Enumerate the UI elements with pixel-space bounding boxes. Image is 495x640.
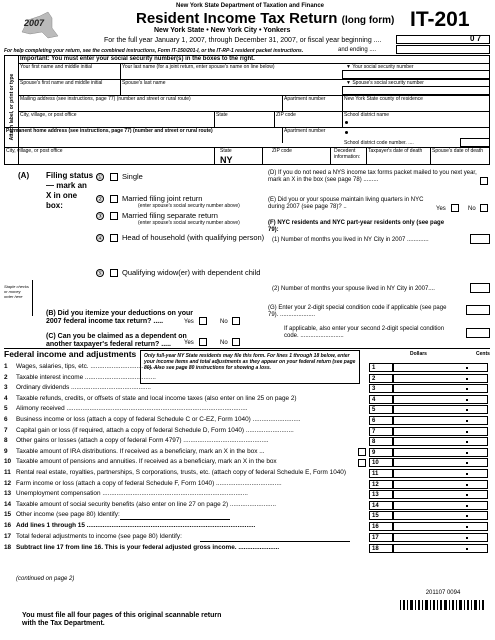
income-line-7 [4, 427, 364, 435]
tax-period: For the full year January 1, 2007, through December 31, 2007, or fiscal year beginning .... [104, 37, 382, 44]
year-code: 0 7 [470, 34, 482, 43]
fiscal-ending-label: and ending .... [338, 47, 377, 53]
income-line-6 [4, 416, 364, 424]
continued-note: (continued on page 2) [16, 576, 75, 582]
amount-field-line-16[interactable] [393, 522, 488, 531]
income-line-text: Ordinary dividends ............................................. [16, 384, 151, 392]
income-line-number: 9 [4, 447, 8, 455]
zip2-label: ZIP code [272, 148, 292, 154]
school-district-label: School district name [344, 112, 390, 118]
income-line-number: 13 [4, 490, 12, 498]
amount-field-line-4[interactable] [393, 395, 488, 404]
spouse-ssn-label: ▼ Spouse's social security number [346, 80, 424, 86]
income-line-text: Add lines 1 through 15 ............................................................................................... [16, 522, 256, 529]
state2-value: NY [220, 155, 233, 165]
income-line-number: 6 [4, 416, 8, 423]
form-id: IT-201 [410, 8, 470, 31]
filing-option-3-note: (enter spouse's social security number above) [138, 220, 240, 226]
filing-status-label: Filing status — mark an X in one box: [46, 171, 94, 210]
q-b-no-label: No [220, 319, 228, 325]
line-number-box: 18 [369, 544, 393, 553]
income-line-text: Taxable refunds, credits, or offsets of state and local income taxes (also enter on line 25 on page 2) [16, 394, 297, 402]
form-subtitle: New York State • New York City • Yonkers [154, 27, 291, 34]
beneficiary-checkbox-line-10[interactable] [358, 459, 366, 467]
line-number-box: 12 [369, 480, 393, 489]
permanent-address-label: Permanent home address (see instructions, page 77) (number and street or rural route) [6, 128, 213, 134]
spouse-first-label: Spouse's first name and middle initial [20, 80, 103, 86]
income-line-text: Wages, salaries, tips, etc. ........................................ [16, 363, 162, 370]
taxpayer-death-label: Taxpayer's date of death [368, 148, 423, 154]
q-e-no-label: No [468, 206, 476, 212]
spouse-death-label: Spouse's date of death [432, 148, 483, 154]
q-f1-field[interactable] [470, 234, 490, 244]
income-line-number: 5 [4, 405, 8, 413]
income-line-number: 11 [4, 469, 11, 476]
line-number-box: 15 [369, 511, 393, 520]
amount-field-line-14[interactable] [393, 501, 488, 510]
dollars-header: Dollars [410, 351, 427, 357]
income-line-11 [4, 469, 364, 477]
income-line-text: Other gains or losses (attach a copy of federal Form 4797) ................................................ [16, 437, 269, 445]
income-line-9 [4, 448, 364, 456]
filing-option-5[interactable]: ⑤ Qualifying widow(er) with dependent child [97, 268, 261, 277]
amount-field-line-12[interactable] [393, 480, 488, 489]
income-line-number: 4 [4, 394, 8, 402]
income-line-13 [4, 490, 364, 498]
help-note: For help completing your return, see the combined instructions, Form IT-150/201-I, or the IT-RP-1 resident packet instructions. [4, 48, 304, 54]
income-line-8 [4, 437, 364, 445]
q-g-field[interactable] [466, 305, 490, 315]
income-line-10 [4, 458, 364, 466]
income-line-16 [4, 522, 364, 530]
income-line-number: 17 [4, 532, 12, 540]
year-badge: 2007 [24, 18, 45, 28]
amount-field-line-10[interactable] [393, 458, 488, 467]
q-g2-field[interactable] [466, 328, 490, 338]
your-ssn-field[interactable] [342, 70, 490, 79]
income-line-4 [4, 395, 364, 403]
identify-field-line-15[interactable] [120, 511, 230, 520]
q-e-no-checkbox[interactable] [480, 204, 488, 212]
question-f1: (1) Number of months you lived in NY City in 2007 ............. [272, 237, 429, 243]
filing-option-4[interactable]: ④ Head of household (with qualifying person) [97, 233, 265, 242]
form-title: Resident Income Tax Return (long form) [136, 10, 395, 27]
income-line-number: 16 [4, 522, 12, 529]
q-c-yes-checkbox[interactable] [199, 338, 207, 346]
income-line-text: Capital gain or loss (if required, attach a copy of federal Schedule D, Form 1040) ........................... [16, 426, 294, 434]
income-notice: Only full-year NY State residents may file this form. For lines 1 through 18 below, enter your income items and total adjustments as they appear on your federal return (see page 80). Also see page 80 instructions for showing a loss. [144, 353, 356, 371]
income-line-number: 3 [4, 384, 8, 392]
amount-field-line-15[interactable] [393, 511, 488, 520]
income-line-18 [4, 544, 364, 552]
filing-checkbox-4[interactable] [110, 234, 118, 242]
last-name-label: Your last name (for a joint return, enter spouse's name on line below) [122, 64, 275, 70]
line-number-box: 7 [369, 427, 393, 436]
q-e-yes-label: Yes [436, 206, 446, 212]
question-g: (G) Enter your 2-digit special condition code if applicable (see page 79). ..................... [268, 305, 447, 318]
department-name: New York State Department of Taxation and Finance [175, 3, 325, 9]
state-label: State [216, 112, 228, 118]
income-line-1 [4, 363, 364, 371]
q-b-yes-checkbox[interactable] [199, 317, 207, 325]
amount-field-line-18[interactable] [393, 544, 488, 553]
amount-field-line-6[interactable] [393, 416, 488, 425]
filing-option-2-note: (enter spouse's social security number above) [138, 203, 240, 209]
income-line-5 [4, 405, 364, 413]
income-line-number: 18 [4, 543, 12, 551]
amount-field-line-9[interactable] [393, 448, 488, 457]
city-label: City, village, or post office [20, 112, 77, 118]
amount-field-line-2[interactable] [393, 374, 488, 383]
q-f2-field[interactable] [470, 283, 490, 293]
q-c-no-checkbox[interactable] [232, 338, 240, 346]
income-line-text: Alimony received ...................................................................................................... [16, 405, 248, 413]
income-line-number: 7 [4, 426, 8, 434]
filing-option-3[interactable]: ③ Married filing separate return [97, 211, 218, 220]
school-code-label: School district code number. .... [344, 140, 414, 146]
barcode-number: 201107 0094 [425, 590, 461, 596]
question-f: (F) NYC residents and NYC part-year residents only (see page 79): [268, 220, 445, 233]
first-name-label: Your first name and middle initial [20, 64, 93, 70]
income-line-number: 10 [4, 458, 12, 466]
line-number-box: 8 [369, 437, 393, 446]
spouse-last-label: Spouse's last name [122, 80, 166, 86]
footer-note: You must file all four pages of this original scannable return with the Tax Department. [22, 612, 222, 627]
mailing-label: Mailing address (see instructions, page 77) (number and street or rural route) [20, 96, 191, 102]
amount-field-line-17[interactable] [393, 533, 488, 542]
q-b-no-checkbox[interactable] [232, 317, 240, 325]
question-c: (C) Can you be claimed as a dependent on another taxpayer's federal return? ..... [46, 333, 187, 348]
amount-field-line-1[interactable] [393, 363, 488, 372]
cents-header: Cents [476, 351, 490, 357]
question-f2: (2) Number of months your spouse lived in NY City in 2007.... [272, 286, 435, 292]
line-number-box: 6 [369, 416, 393, 425]
beneficiary-checkbox-line-9[interactable] [358, 448, 366, 456]
income-line-text: Total federal adjustments to income (see page 80) Identify: [16, 532, 182, 540]
staple-note: Staple checks or money order here [4, 284, 29, 299]
line-number-box: 5 [369, 405, 393, 414]
attach-label-note: Attach label, or print or type [9, 73, 15, 141]
line-number-box: 16 [369, 522, 393, 531]
decedent-label: Decedent information: [334, 148, 361, 160]
filing-checkbox-1[interactable] [110, 173, 118, 181]
perm-apartment-label: Apartment number [284, 128, 326, 134]
spouse-ssn-field[interactable] [342, 86, 490, 95]
income-line-number: 1 [4, 363, 8, 370]
line-number-box: 4 [369, 395, 393, 404]
income-line-text: Subtract line 17 from line 16. This is your federal adjusted gross income. ....................... [16, 543, 280, 551]
line-number-box: 11 [369, 469, 393, 478]
identify-field-line-17[interactable] [200, 533, 350, 542]
amount-field-line-13[interactable] [393, 490, 488, 499]
income-line-number: 12 [4, 479, 12, 487]
fiscal-end-field[interactable] [396, 45, 490, 54]
income-line-text: Unemployment compensation .................................................................................. [16, 490, 248, 498]
line-number-box: 13 [369, 490, 393, 499]
question-d: (D) If you do not need a NYS income tax forms packet mailed to you next year, mark an X in the box (see page 78) ......... [268, 170, 477, 183]
city2-label: City, village, or post office [6, 148, 63, 154]
income-line-12 [4, 480, 364, 488]
important-note: Important: You must enter your social security number(s) in the boxes to the right. [20, 56, 255, 62]
filing-checkbox-3[interactable] [110, 212, 118, 220]
filing-option-1[interactable]: ① Single [97, 172, 143, 181]
income-line-text: Other income (see page 80) Identify: [16, 511, 120, 519]
barcode-bars-icon [400, 600, 486, 610]
income-line-number: 14 [4, 500, 12, 508]
line-number-box: 17 [369, 533, 393, 542]
question-b: (B) Did you itemize your deductions on your 2007 federal income tax return? ..... [46, 310, 194, 325]
school-code-field[interactable] [460, 138, 490, 147]
line-number-box: 1 [369, 363, 393, 372]
county-label: New York State county of residence [344, 96, 423, 102]
amount-field-line-8[interactable] [393, 437, 488, 446]
line-number-box: 14 [369, 501, 393, 510]
filing-a-label: (A) [18, 171, 30, 180]
income-line-text: Taxable amount of IRA distributions. If received as a beneficiary, mark an X in the box ... [16, 447, 265, 455]
income-line-number: 2 [4, 373, 8, 381]
income-line-text: Farm income or loss (attach a copy of federal Schedule F, Form 1040) ..................................... [16, 479, 282, 487]
income-line-number: 8 [4, 437, 8, 445]
barcode [400, 590, 486, 615]
line-number-box: 2 [369, 374, 393, 383]
income-line-14 [4, 501, 364, 509]
amount-field-line-3[interactable] [393, 384, 488, 393]
question-g2: If applicable, also enter your second 2-digit special condition code. .......................... [284, 326, 445, 339]
income-line-text: Taxable interest income ........................................ [16, 373, 156, 381]
income-line-text: Business income or loss (attach a copy of federal Schedule C or C-EZ, Form 1040) ........................... [16, 416, 301, 423]
amount-field-line-5[interactable] [393, 405, 488, 414]
filing-checkbox-5[interactable] [110, 269, 118, 277]
line-number-box: 10 [369, 458, 393, 467]
state2-label: State [220, 148, 232, 154]
income-line-number: 15 [4, 511, 12, 519]
income-line-text: Taxable amount of social security benefits (also enter on line 27 on page 2) .......................... [16, 500, 277, 508]
q-e-yes-checkbox[interactable] [451, 204, 459, 212]
q-d-checkbox[interactable] [480, 177, 488, 185]
filing-option-2[interactable]: ② Married filing joint return [97, 194, 203, 203]
income-line-3 [4, 384, 364, 392]
q-c-no-label: No [220, 340, 228, 346]
your-ssn-label: ▼ Your social security number [346, 64, 414, 70]
q-c-yes-label: Yes [184, 340, 194, 346]
income-line-2 [4, 374, 364, 382]
amount-field-line-7[interactable] [393, 427, 488, 436]
income-heading: Federal income and adjustments [4, 349, 137, 359]
filing-checkbox-2[interactable] [110, 195, 118, 203]
q-b-yes-label: Yes [184, 319, 194, 325]
line-number-box: 9 [369, 448, 393, 457]
line-number-box: 3 [369, 384, 393, 393]
zip-label: ZIP code [276, 112, 296, 118]
amount-field-line-11[interactable] [393, 469, 488, 478]
question-e: (E) Did you or your spouse maintain living quarters in NYC during 2007 (see page 78)? .. [268, 197, 424, 210]
apartment-label: Apartment number [284, 96, 326, 102]
income-line-text: Taxable amount of pensions and annuities. If received as a beneficiary, mark an X in the box [16, 458, 277, 466]
income-line-text: Rental real estate, royalties, partnerships, S corporations, trusts, etc. (attach copy of federal Schedule E, Form 1040) [16, 469, 346, 476]
